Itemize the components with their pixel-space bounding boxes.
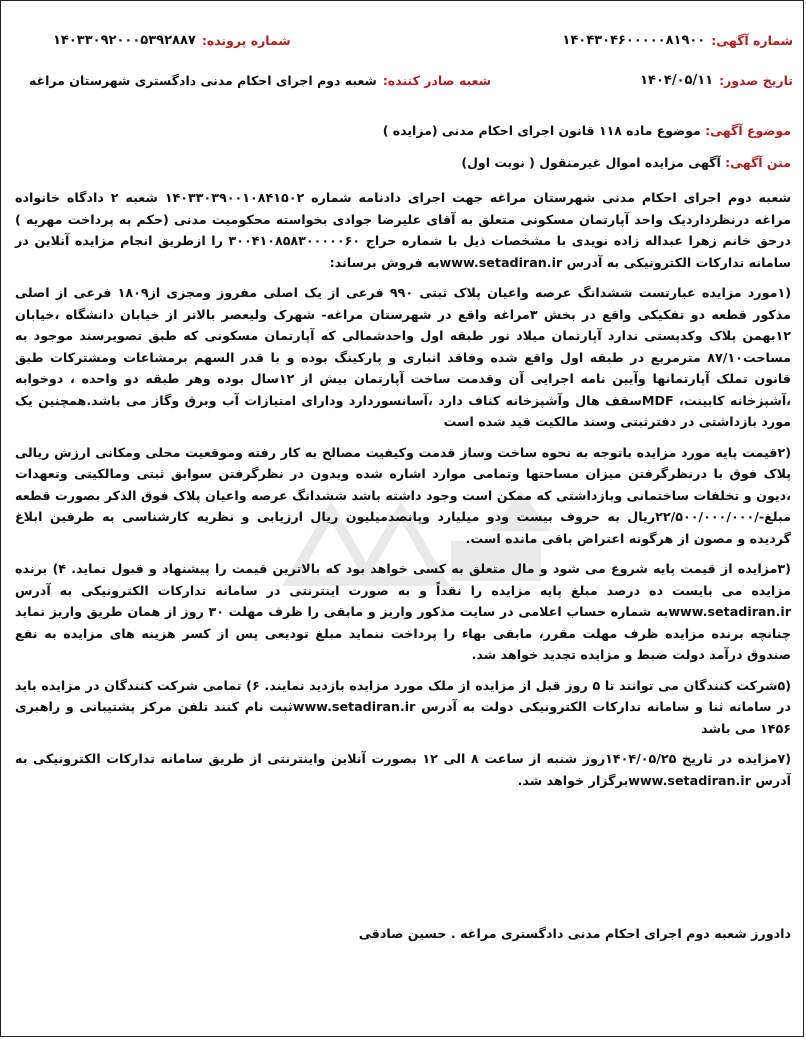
ad-subject xyxy=(13,123,791,138)
issuer-label: شعبه صادر کننده: xyxy=(382,73,492,88)
issue-date xyxy=(640,73,793,88)
case-number xyxy=(53,33,291,48)
paragraph-item-7: (۷مزایده در تاریخ ۱۴۰۴/۰۵/۲۵روز شنبه از ساعت ۸ الی ۱۲ بصورت آنلاین واینترنتی از طریق سامانه تدارکات الکترونیکی به آدرس www.setadiran.irبرگزار خواهد شد. xyxy=(15,751,791,788)
paragraph-intro: شعبه دوم اجرای احکام مدنی شهرستان مراغه جهت اجرای دادنامه شماره ۱۴۰۳۳۰۳۹۰۰۱۰۸۴۱۵۰۲ شعبه ۲ دادگاه خانواده مراغه درنظرداردیک واحد آپارتمان مسکونی متعلق به آقای علیرضا جوادی بخواسته محکومیت مدنی (حکم به پرداخت مهریه ) درحق خانم زهرا عبداله زاده نویدی با مشخصات ذیل با شماره حراج ۳۰۰۴۱۰۸۵۸۳۰۰۰۰۰۶۰ را ازطریق انجام مزایده آنلاین در سامانه تدارکات الکترونیکی به آدرس www.setadiran.irبه فروش برساند: xyxy=(15,190,792,270)
paragraph-item-1: (۱مورد مزایده عبارتست ششدانگ عرصه واعیان پلاک ثبتی ۹۹۰ فرعی از یک اصلی مفروز ومجزی از۱۸۰۹ فرعی از اصلی مذکور قطعه دو تفکیکی واقع در بخش ۳مراغه واقع در شهرستان مراغه- شهرک ولیعصر بالاتر از خیابان دانشگاه ،خیابان ۱۲بهمن پلاک وکدپستی ندارد آپارتمان میلاد نور طبقه اول واحدشمالی که آپارتمان مسکونی که طبق تصویرسند موجود به مساحت۸۷/۱۰ مترمربع در طبقه اول واقع شده وفاقد انباری و پارکینگ بوده و با قدر السهم برمشاعات ومشترکات طبق قانون تملک آپارتمانها وآیین نامه اجرایی آن وقدمت ساخت آپارتمان بیش از ۱۲سال بوده وهر طبقه دو واحده ، دوخوابه ،آشپزخانه کابینت، MDFسقف هال وآشپزخانه کناف دارد ،آسانسوردارد ودارای امتیازات آب وبرق وگاز می باشد.همچنین یک مورد بازداشتی در دفترثبتی وسند مالکیت قید شده است xyxy=(15,285,792,429)
ad-number xyxy=(562,33,793,48)
meta-row-issue xyxy=(13,73,793,88)
issue-date-value: ۱۴۰۴/۰۵/۱۱ xyxy=(640,73,714,88)
ad-number-value: ۱۴۰۴۳۰۴۶۰۰۰۰۰۸۱۹۰۰ xyxy=(562,33,706,48)
ad-number-label: شماره آگهی: xyxy=(711,33,793,48)
issue-date-label: تاریخ صدور: xyxy=(719,73,793,88)
case-number-value: ۱۴۰۳۳۰۹۲۰۰۰۵۳۹۲۸۸۷ xyxy=(53,33,196,48)
case-number-label: شماره پرونده: xyxy=(201,33,291,48)
ad-subject-value: موضوع ماده ۱۱۸ قانون اجرای احکام مدنی (مزایده ) xyxy=(382,123,701,138)
ad-text-title xyxy=(13,155,791,170)
paragraph-item-5-6: (۵شرکت کنندگان می توانند تا ۵ روز قبل از مزایده از ملک مورد مزایده بازدید نمایند. ۶) تمامی شرکت کنندگان در مزایده باید در سامانه ثنا و سامانه تدارکات الکترونیکی دولت به آدرس www.setadiran.irثبت نام کنند تلفن مرکز پشتیبانی و راهبری ۱۴۵۶ می باشد xyxy=(15,677,792,736)
ad-subject-label: موضوع آگهی: xyxy=(705,123,791,138)
signature: دادورز شعبه دوم اجرای احکام مدنی دادگستری مراغه . حسین صادقی xyxy=(358,926,791,941)
notice-body xyxy=(15,187,791,800)
issuer-value: شعبه دوم اجرای احکام مدنی دادگستری شهرستان مراغه xyxy=(29,73,377,88)
ad-text-title-value: آگهی مزایده اموال غیرمنقول ( نوبت اول) xyxy=(461,155,721,170)
meta-row-numbers xyxy=(13,33,793,48)
ad-text-label: متن آگهی: xyxy=(725,155,791,170)
paragraph-item-2: (۲قیمت پایه مورد مزایده باتوجه به نحوه ساخت وساز قدمت وکیفیت مصالح به کار رفته وموقعیت محلی ومکانی ارزش ریالی پلاک فوق با درنظرگرفتن میزان مساحتها وتمامی موارد اشاره شده وبدون در نظرگرفتن سوابق ثبتی ومالکیتی وتعهدات ،دیون و تخلفات ساختمانی وبازداشتی که ممکن است وجود داشته باشد ششدانگ عرصه واعیان پلاک فوق الذکر بصورت قطعه مبلغ-/۲۲/۵۰۰/۰۰۰/۰۰۰ریال به حروف بیست ودو میلیارد وپانصدمیلیون ریال ارزیابی و نظریه کارشناسی به طرفین ابلاغ گردیده و مصون از هرگونه اعتراض باقی مانده است. xyxy=(15,444,791,546)
paragraph-item-3-4: (۳مزایده از قیمت پایه شروع می شود و مال متعلق به کسی خواهد بود که بالاترین قیمت را پیشنهاد و قبول نماید. ۴) برنده مزایده می بایست ده درصد مبلغ پایه مزایده را نقداً و به صورت اینترنتی در سامانه تدارکات الکترونیکی به آدرس www.setadiran.irبه شماره حساب اعلامی در سایت مذکور واریز و مابقی را ظرف مهلت ۳۰ روز از همان طریق واریز نماید چنانچه برنده مزایده ظرف مهلت مقرر، مابقی بهاء را پرداخت ننماید مبلغ تودیعی پس از کسر هزینه های مزایده به نفع صندوق درآمد دولت ضبط و مزایده تجدید خواهد شد. xyxy=(15,561,791,662)
issuer xyxy=(29,73,491,88)
